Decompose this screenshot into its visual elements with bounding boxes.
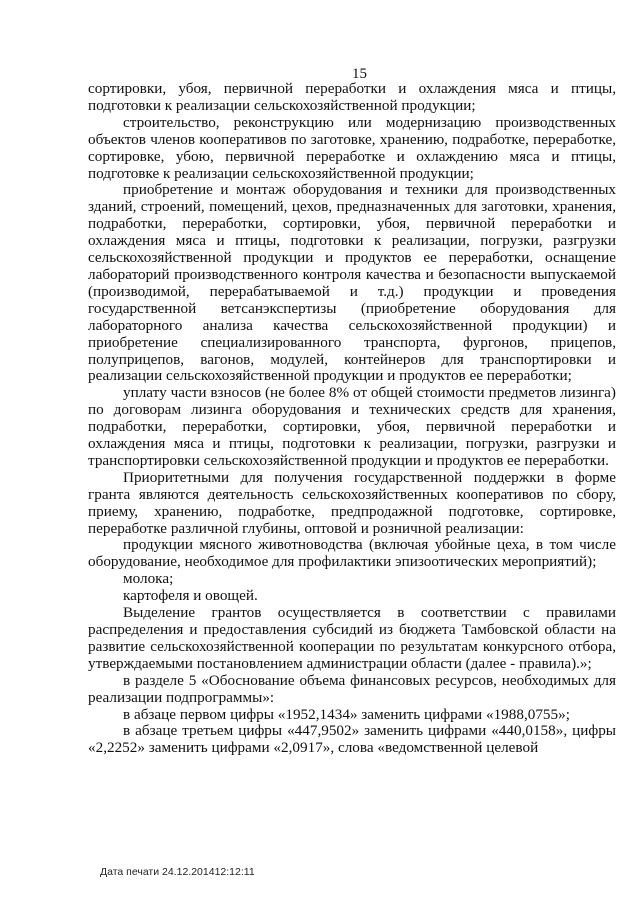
paragraph-5: Приоритетными для получения государственной поддержки в форме гранта являются деятельность сельскохозяйственных кооперативов по сбору, приему, хранению, подработке, предпродажной подготовке, сортировке, переработке различной глубины, оптовой и розничной реализации: — [88, 468, 616, 537]
page-number: 15 — [352, 66, 367, 82]
paragraph-7: молока; — [123, 570, 174, 588]
paragraph-6: продукции мясного животноводства (включая убойные цеха, в том числе оборудование, необходимое для профилактики эпизоотических мероприятий); — [88, 536, 616, 571]
paragraph-2: строительство, реконструкцию или модернизацию производственных объектов членов кооперативов по заготовке, хранению, подработке, переработке, сортировке, убою, первичной переработке и охлаждению мяса и птицы, подготовке к реализации сельскохозяйственной продукции; — [88, 113, 616, 182]
paragraph-10: в разделе 5 «Обоснование объема финансовых ресурсов, необходимых для реализации подпрограммы»: — [88, 671, 616, 706]
paragraph-12: в абзаце третьем цифры «447,9502» заменить цифрами «440,0158», цифры «2,2252» заменить цифрами «2,0917», слова «ведомственной целевой — [88, 722, 616, 757]
paragraph-9: Выделение грантов осуществляется в соответствии с правилами распределения и предоставления субсидий из бюджета Тамбовской области на развитие сельскохозяйственной кооперации по результатам конкурсного отбора, утверждаемыми постановлением администрации области (далее - правила).»; — [88, 604, 616, 672]
paragraph-8: картофеля и овощей. — [123, 587, 258, 605]
paragraph-4: уплату части взносов (не более 8% от общей стоимости предметов лизинга) по договорам лизинга оборудования и технических средств для хранения, подработки, переработки, сортировки, убоя, первичной переработки и охлаждения мяса и птицы, подготовки к реализации, погрузки, разгрузки и транспортировки сельскохозяйственной продукции и продуктов ее переработки. — [88, 384, 616, 469]
paragraph-3: приобретение и монтаж оборудования и техники для производственных зданий, строений, помещений, цехов, предназначенных для заготовки, хранения, подработки, переработки, сортировки, убоя, первичной переработки и охлаждения мяса и птицы, подготовки к реализации, погрузки, разгрузки сельскохозяйственной продукции и продуктов ее переработки, оснащение лабораторий производственного контроля качества и безопасности выпускаемой (производимой, перерабатываемой и т.д.) продукции и проведения государственной ветсанэкспертизы (приобретение оборудования для лабораторного анализа качества сельскохозяйственной продукции) и приобретение специализированного транспорта, фургонов, прицепов, полуприцепов, вагонов, модулей, контейнеров для транспортировки и реализации сельскохозяйственной продукции и продуктов ее переработки; — [88, 181, 616, 385]
document-body — [88, 81, 616, 757]
paragraph-1: сортировки, убоя, первичной переработки и охлаждения мяса и птицы, подготовки к реализации сельскохозяйственной продукции; — [88, 80, 616, 114]
print-date: Дата печати 24.12.201412:12:11 — [100, 866, 255, 878]
paragraph-11: в абзаце первом цифры «1952,1434» заменить цифрами «1988,0755»; — [123, 705, 570, 723]
